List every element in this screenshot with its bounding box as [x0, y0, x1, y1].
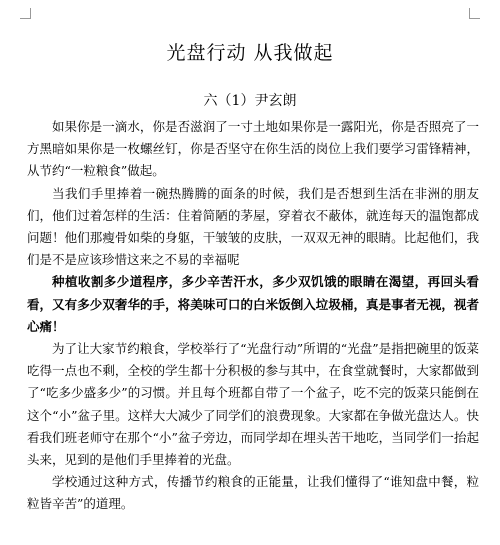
- paragraph-1: 如果你是一滴水，你是否滋润了一寸土地如果你是一露阳光，你是否照亮了一方黑暗如果你是一枚螺丝钉，你是否坚守在你生活的岗位上我们要学习雷锋精神，从节约“一粒粮食”做起。: [27, 119, 479, 179]
- page-corner-mark: [20, 8, 31, 19]
- paragraph-3: 种植收割多少道程序，多少辛苦汗水，多少双饥饿的眼睛在渴望，再回头看看，又有多少双奢华的手，将美味可口的白米饭倒入垃圾桶，真是事者无视，视者心痛！: [27, 274, 479, 334]
- document-title: 光盘行动 从我做起: [166, 42, 334, 64]
- paragraph-5: 学校通过这种方式，传播节约粮食的正能量，让我们懂得了“谁知盘中餐，粒粒皆辛苦”的道理。: [27, 474, 479, 512]
- document-body: [27, 116, 479, 516]
- author-line: 六（1）尹玄朗: [203, 93, 297, 109]
- paragraph-2: 当我们手里捧着一碗热腾腾的面条的时候，我们是否想到生活在非洲的朋友们，他们过着怎样的生活：住着简陋的茅屋，穿着衣不蔽体，就连每天的温饱都成问题！他们那瘦骨如柴的身躯，干皱皱的皮肤，一双双无神的眼睛。比起他们，我们是不是应该珍惜这来之不易的幸福呢: [27, 185, 479, 268]
- page-corner-mark: [469, 8, 480, 19]
- paragraph-4: 为了让大家节约粮食，学校举行了“光盘行动”所谓的“光盘”是指把碗里的饭菜吃得一点也不剩，全校的学生都十分积极的参与其中，在食堂就餐时，大家都做到了“吃多少盛多少”的习惯。并且每个班都自带了一个盆子，吃不完的饭菜只能倒在这个“小”盆子里。这样大大减少了同学们的浪费现象。大家都在争做光盘达人。快看我们班老师守在那个“小”盆子旁边，而同学却在埋头苦干地吃，当同学们一抬起头来，见到的是他们手里捧着的光盘。: [27, 341, 479, 468]
